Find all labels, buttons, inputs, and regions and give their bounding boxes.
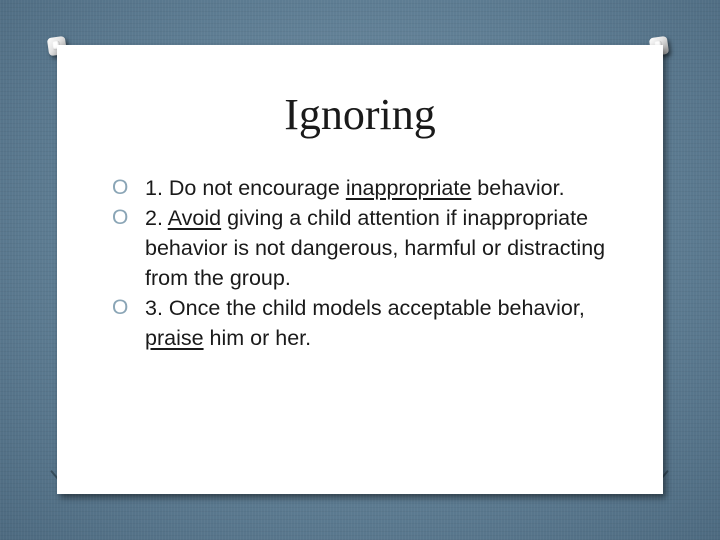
slide-card bbox=[57, 45, 663, 494]
underlined-word: Avoid bbox=[167, 206, 222, 230]
bullet-marker-icon: O bbox=[112, 296, 129, 319]
bullet-text: 1. Do not encourage inappropriate behavior. bbox=[145, 176, 565, 200]
bullet-item-1 bbox=[112, 173, 634, 203]
bullet-item-2 bbox=[112, 203, 634, 293]
bullet-list bbox=[112, 173, 634, 353]
bullet-item-3 bbox=[112, 293, 634, 353]
bullet-text: 3. Once the child models acceptable behavior, praise him or her. bbox=[145, 296, 585, 350]
bullet-text: 2. Avoid giving a child attention if inappropriate behavior is not dangerous, harmful or distracting from the group. bbox=[145, 206, 606, 290]
bullet-marker-icon: O bbox=[112, 206, 129, 229]
bullet-marker-icon: O bbox=[112, 176, 129, 199]
underlined-word: praise bbox=[145, 326, 204, 350]
slide-title: Ignoring bbox=[284, 90, 436, 139]
underlined-word: inappropriate bbox=[345, 176, 472, 200]
